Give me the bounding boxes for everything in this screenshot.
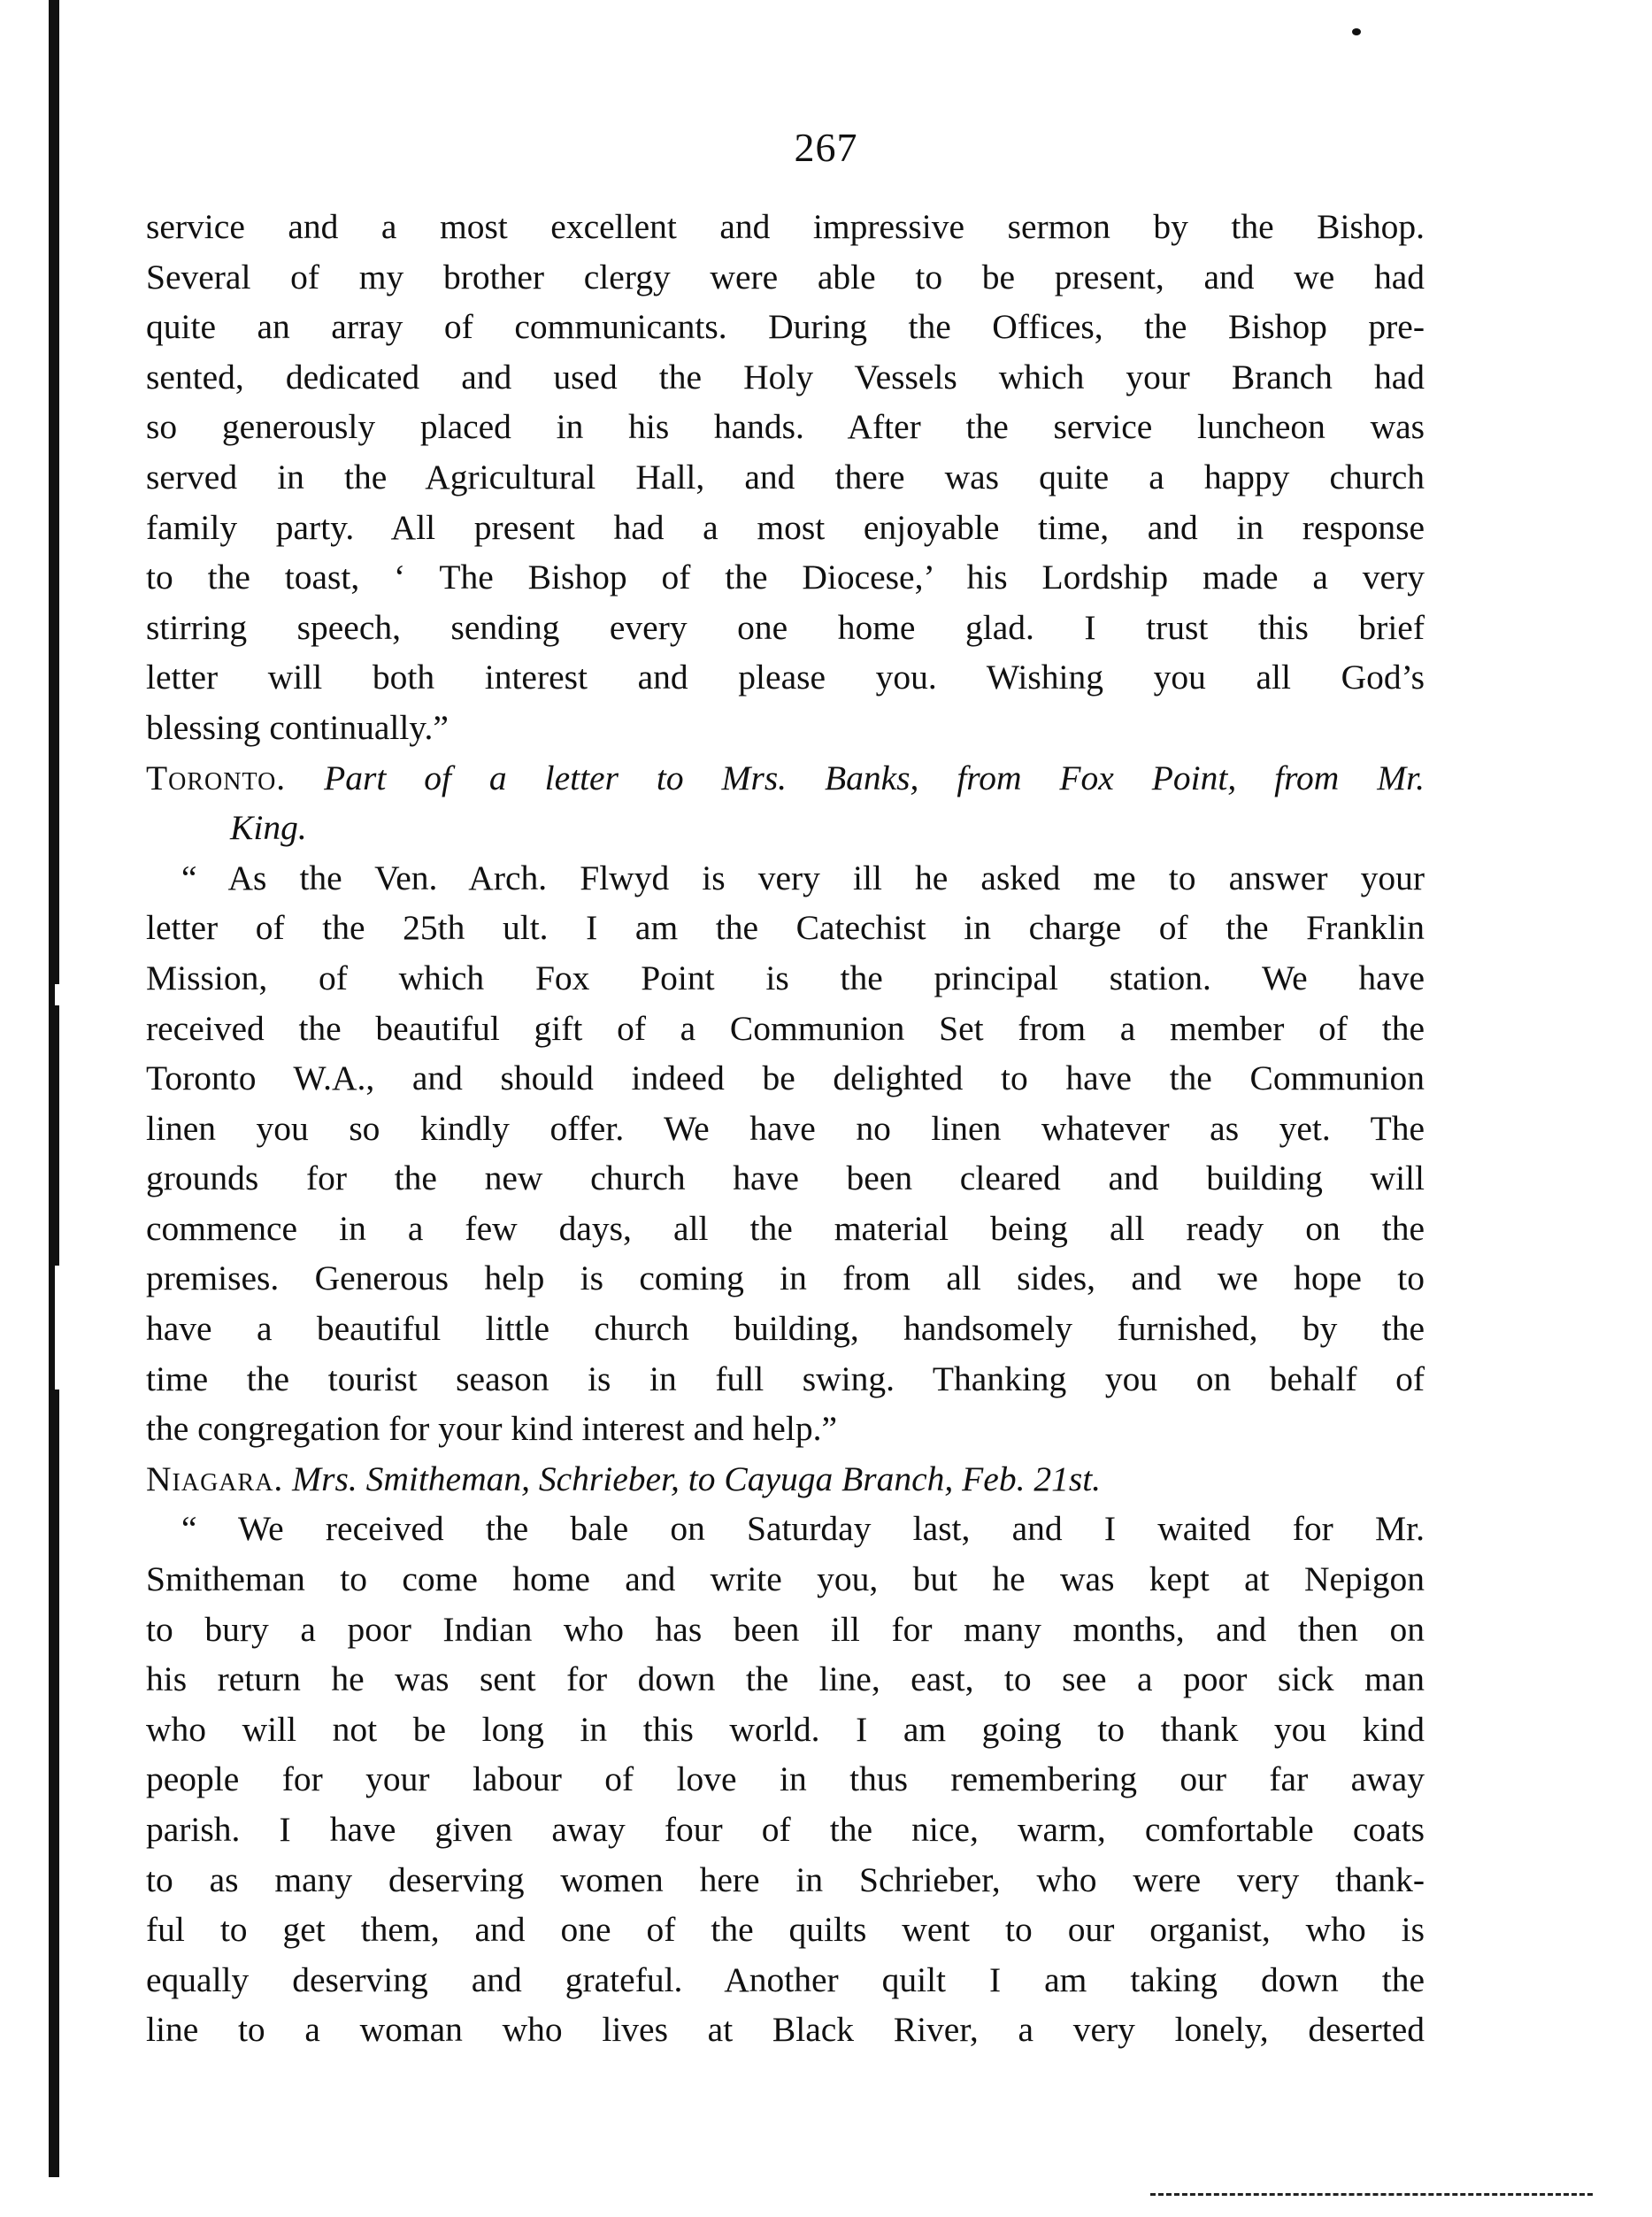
bottom-scan-rule [1150,2193,1593,2196]
text-line: premises. Generous help is coming in from all sides, and we hope to [146,1259,1425,1298]
page-binding-edge [49,0,59,2177]
text-line: linen you so kindly offer. We have no linen whatever as yet. The [146,1108,1425,1148]
text-line: Several of my brother clergy were able to be present, and we had [146,257,1425,296]
letter-text-1 [146,202,1425,753]
text-line: Mission, of which Fox Point is the principal station. We have [146,958,1425,997]
binding-notch [55,984,64,1005]
text-line: received the beautiful gift of a Communion Set from a member of the [146,1008,1425,1048]
letter-text-2 [146,853,1425,1454]
text-line: commence in a few days, all the material being all ready on the [146,1208,1425,1248]
text-line: Smitheman to come home and write you, but he was kept at Nepigon [146,1559,1425,1599]
heading-place: Toronto. [146,758,287,797]
heading-title-continued: King. [230,808,307,848]
text-line: so generously placed in his hands. After the service luncheon was [146,407,1425,447]
page-body [146,202,1425,2055]
text-line: served in the Agricultural Hall, and there was quite a happy church [146,457,1425,497]
section-heading-toronto [146,753,1425,853]
letter-text-3 [146,1504,1425,2055]
text-line: to as many deserving women here in Schrieber, who were very thank- [146,1859,1425,1899]
text-line: people for your labour of love in thus remembering our far away [146,1759,1425,1799]
text-line: stirring speech, sending every one home glad. I trust this brief [146,607,1425,647]
page-number: 267 [794,125,858,170]
text-line: service and a most excellent and impressive sermon by the Bishop. [146,207,1425,246]
text-line: letter of the 25th ult. I am the Catechist in charge of the Franklin [146,908,1425,948]
section-heading-niagara [146,1454,1425,1505]
text-line: Toronto W.A., and should indeed be delighted to have the Communion [146,1058,1425,1098]
text-line: equally deserving and grateful. Another quilt I am taking down the [146,1959,1425,1999]
text-line: grounds for the new church have been cleared and building will [146,1159,1425,1198]
text-line: have a beautiful little church building, handsomely furnished, by the [146,1309,1425,1349]
text-line: blessing continually.” [146,707,449,747]
text-line: ful to get them, and one of the quilts went to our organist, who is [146,1910,1425,1950]
heading-title: Mrs. Smitheman, Schrieber, to Cayuga Branch, Feb. 21st. [292,1459,1102,1498]
binding-notch [55,1266,64,1389]
text-line: who will not be long in this world. I am going to thank you kind [146,1709,1425,1749]
text-line: family party. All present had a most enjoyable time, and in response [146,507,1425,547]
text-line: “ As the Ven. Arch. Flwyd is very ill he asked me to answer your [181,858,1425,897]
heading-place: Niagara. [146,1459,284,1498]
text-line: “ We received the bale on Saturday last, and I waited for Mr. [181,1509,1425,1549]
text-line: letter will both interest and please you. Wishing you all God’s [146,658,1425,697]
text-line: sented, dedicated and used the Holy Vessels which your Branch had [146,357,1425,396]
text-line: line to a woman who lives at Black River, a very lonely, deserted [146,2010,1425,2050]
text-line: parish. I have given away four of the nice, warm, comfortable coats [146,1810,1425,1849]
text-line: quite an array of communicants. During the Offices, the Bishop pre- [146,307,1425,347]
heading-title: Part of a letter to Mrs. Banks, from Fox Point, from Mr. [324,758,1425,797]
text-line: the congregation for your kind interest and help.” [146,1409,837,1449]
text-line: his return he was sent for down the line, east, to see a poor sick man [146,1659,1425,1699]
text-line: to bury a poor Indian who has been ill for many months, and then on [146,1609,1425,1649]
text-line: to the toast, ‘ The Bishop of the Diocese,’ his Lordship made a very [146,558,1425,597]
ink-speck [1352,28,1361,35]
text-line: time the tourist season is in full swing. Thanking you on behalf of [146,1359,1425,1398]
